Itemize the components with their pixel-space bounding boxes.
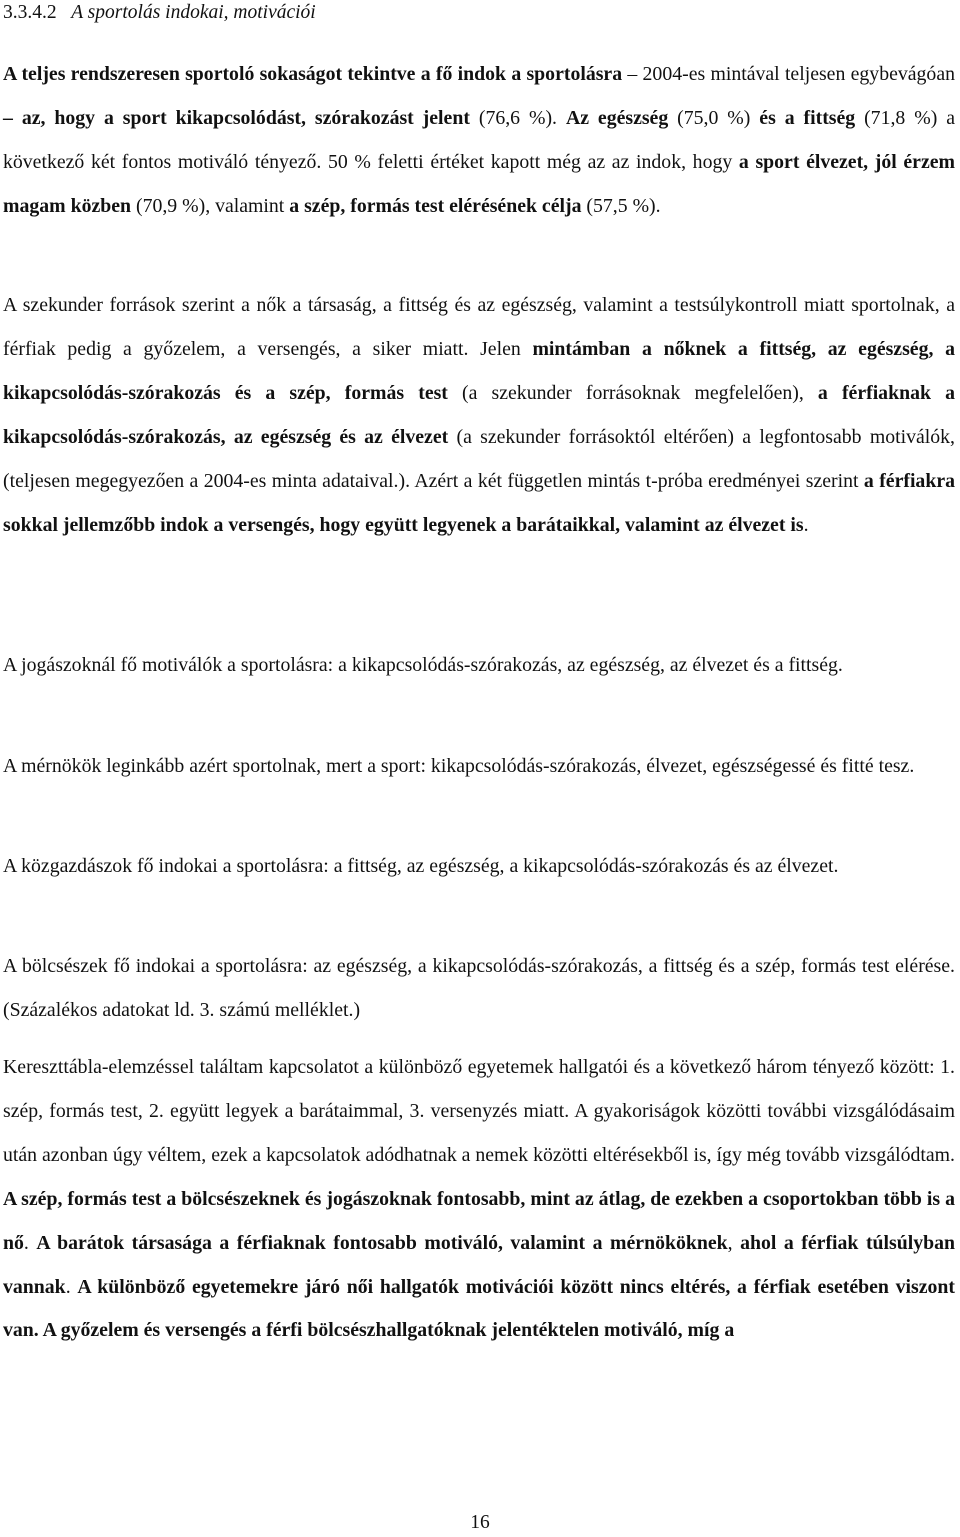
bold-run: a szép, formás test elérésének célja xyxy=(289,194,582,217)
bold-run: A barátok társasága a férfiaknak fontosabb motiváló, valamint a mérnököknek xyxy=(36,1231,728,1254)
bold-run: a férfiakra sokkal jellemzőbb indok a versengés, hogy együtt legyenek a barátaikkal, valamint az élvezet is xyxy=(3,469,955,536)
bold-run: A különböző egyetemekre járó női hallgatók motivációi között nincs eltérés, a férfiak esetében viszont van. A győzelem és versengés a férfi bölcsészhallgatóknak jelentéktelen motiváló, míg a xyxy=(3,1275,955,1342)
bold-run: a sport élvezet, jól érzem magam közben xyxy=(3,150,955,217)
text-run: , xyxy=(727,1231,741,1254)
bold-run: A teljes rendszeresen sportoló sokaságot tekintve a fő indok a sportolásra xyxy=(3,63,623,85)
bold-run: ahol a férfiak túlsúlyban vannak xyxy=(3,1231,956,1298)
text-run: . xyxy=(803,513,809,536)
paragraph-humanities xyxy=(3,945,955,1033)
text-run: . xyxy=(23,1231,37,1254)
text-run: (57,5 %). xyxy=(581,194,661,217)
bold-run: A szép, formás test a bölcsészeknek és jogászoknak fontosabb, mint az átlag, de ezekben a csoportokban több is a nő xyxy=(3,1187,955,1254)
text-run: A jogászoknál fő motiválók a sportolásra: a kikapcsolódás-szórakozás, az egészség, az élvezet és a fittség. xyxy=(3,654,843,676)
text-run: A bölcsészek fő indokai a sportolásra: az egészség, a kikapcsolódás-szórakozás, a fittség és a szép, formás test elérése. (Százalékos adatokat ld. 3. számú melléklet.) xyxy=(3,955,955,1021)
text-run: . xyxy=(65,1275,78,1298)
section-heading xyxy=(3,0,943,26)
bold-run: és a fittség xyxy=(759,106,856,129)
page-number: 16 xyxy=(470,1512,490,1533)
section-number: 3.3.4.2 xyxy=(3,2,57,23)
text-run: (a szekunder forrásoknak megfelelően), xyxy=(447,381,818,404)
section-title: A sportolás indokai, motivációi xyxy=(71,2,316,23)
paragraph-economists xyxy=(3,845,955,889)
paragraph-lawyers xyxy=(3,644,955,688)
text-run: (75,0 %) xyxy=(668,106,760,129)
bold-run: mintámban a nőknek a fittség, az egészség, a kikapcsolódás-szórakozás és a szép, formás test xyxy=(3,337,955,404)
bold-run: a férfiaknak a kikapcsolódás-szórakozás, az egészség és az élvezet xyxy=(3,381,956,448)
paragraph-gender-differences xyxy=(3,284,955,547)
paragraph-crosstab xyxy=(3,1046,955,1353)
text-run: Kereszttábla-elemzéssel találtam kapcsolatot a különböző egyetemek hallgatói és a következő három tényező között: 1. szép, formás test, 2. együtt legyek a barátaimmal, 3. versenyzés miatt. A gyakoriságok közötti további vizsgálódásaim után azonban úgy véltem, ezek a kapcsolatok adódhatnak a nemek közötti eltérésekből is, így még tovább vizsgálódtam. xyxy=(3,1056,955,1166)
text-run: A közgazdászok fő indokai a sportolásra: a fittség, az egészség, a kikapcsolódás-szórakozás és az élvezet. xyxy=(3,855,839,877)
paragraph-main-motives xyxy=(3,53,955,229)
text-run: – 2004-es mintával teljesen egybevágóan xyxy=(622,63,955,85)
text-run: (71,8 %) a következő két fontos motiváló tényező. 50 % feletti értéket kapott még az az indok, hogy xyxy=(3,106,955,173)
bold-run: – az, hogy a sport kikapcsolódást, szórakozást jelent xyxy=(3,106,470,129)
bold-run: Az egészség xyxy=(565,106,669,129)
text-run: A mérnökök leginkább azért sportolnak, mert a sport: kikapcsolódás-szórakozás, élvezet, egészségessé és fitté tesz. xyxy=(3,755,915,777)
text-run: (70,9 %), valamint xyxy=(131,194,290,217)
text-run: (a szekunder forrásoktól eltérően) a legfontosabb motiválók, (teljesen megegyezően a 2004-es minta adataival.). Azért a két független mintás t-próba eredményei szerint xyxy=(3,425,955,492)
text-run: A szekunder források szerint a nők a társaság, a fittség és az egészség, valamint a testsúlykontroll miatt sportolnak, a férfiak pedig a győzelem, a versengés, a siker miatt. Jelen xyxy=(3,294,955,360)
text-run: (76,6 %). xyxy=(469,106,566,129)
paragraph-engineers xyxy=(3,745,955,789)
